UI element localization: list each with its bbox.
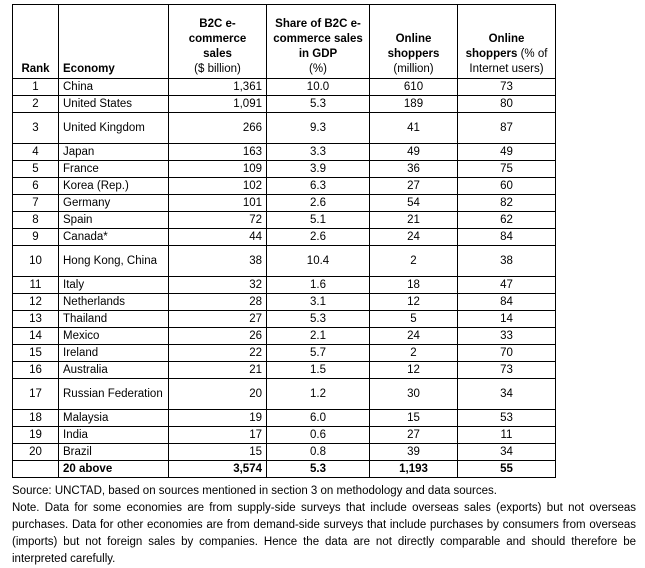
cell-share: 2.6	[267, 195, 370, 212]
table-row	[13, 294, 556, 311]
cell-shoppers: 2	[370, 246, 458, 277]
cell-rank: 11	[13, 277, 59, 294]
cell-shoppers: 12	[370, 294, 458, 311]
cell-rank: 1	[13, 79, 59, 96]
cell-sales: 32	[169, 277, 267, 294]
cell-pct: 73	[458, 362, 556, 379]
table-row	[13, 246, 556, 277]
header-row	[13, 5, 556, 79]
cell-share: 0.6	[267, 427, 370, 444]
cell-pct: 34	[458, 379, 556, 410]
cell-shoppers: 189	[370, 96, 458, 113]
table-row	[13, 444, 556, 461]
cell-economy: Korea (Rep.)	[59, 178, 169, 195]
cell-shoppers: 27	[370, 427, 458, 444]
cell-economy: Ireland	[59, 345, 169, 362]
cell-economy: Canada*	[59, 229, 169, 246]
cell-shoppers: 27	[370, 178, 458, 195]
source-note: Source: UNCTAD, based on sources mentioned in section 3 on methodology and data sources.	[12, 485, 497, 497]
cell-sales: 109	[169, 161, 267, 178]
cell-sales: 44	[169, 229, 267, 246]
total-economy: 20 above	[59, 461, 169, 478]
cell-share: 9.3	[267, 113, 370, 144]
total-shoppers: 1,193	[370, 461, 458, 478]
table-row	[13, 328, 556, 345]
notes	[12, 483, 636, 568]
cell-shoppers: 5	[370, 311, 458, 328]
cell-economy: France	[59, 161, 169, 178]
cell-pct: 73	[458, 79, 556, 96]
table-row	[13, 277, 556, 294]
cell-pct: 62	[458, 212, 556, 229]
table-row	[13, 311, 556, 328]
cell-share: 1.6	[267, 277, 370, 294]
cell-rank: 7	[13, 195, 59, 212]
cell-economy: China	[59, 79, 169, 96]
table-row	[13, 379, 556, 410]
cell-economy: Brazil	[59, 444, 169, 461]
cell-economy: Australia	[59, 362, 169, 379]
cell-share: 3.3	[267, 144, 370, 161]
cell-share: 6.0	[267, 410, 370, 427]
cell-pct: 53	[458, 410, 556, 427]
cell-shoppers: 36	[370, 161, 458, 178]
cell-economy: Russian Federation	[59, 379, 169, 410]
cell-share: 2.6	[267, 229, 370, 246]
cell-share: 1.5	[267, 362, 370, 379]
table-row	[13, 410, 556, 427]
cell-pct: 84	[458, 294, 556, 311]
header-sales-label: B2C e-commerce sales	[188, 18, 247, 60]
cell-share: 5.7	[267, 345, 370, 362]
table-row	[13, 178, 556, 195]
header-share-label: Share of B2C e-commerce sales in GDP	[273, 18, 363, 60]
header-share-unit: (%)	[309, 63, 327, 75]
cell-sales: 17	[169, 427, 267, 444]
cell-share: 6.3	[267, 178, 370, 195]
header-pct	[458, 5, 556, 79]
cell-sales: 266	[169, 113, 267, 144]
total-row	[13, 461, 556, 478]
cell-economy: United States	[59, 96, 169, 113]
methodology-note: Note. Data for some economies are from supply-side surveys that include overseas sales (exports) but not overseas purchases. Data for other economies are from demand-side surveys that include purchases by consumers from overseas (imports) but not foreign sales by companies. Hence the data are not directly comparable and should therefore be interpreted carefully.	[12, 502, 636, 565]
table-row	[13, 113, 556, 144]
table-row	[13, 195, 556, 212]
cell-pct: 33	[458, 328, 556, 345]
cell-sales: 27	[169, 311, 267, 328]
header-rank: Rank	[13, 5, 59, 79]
cell-economy: Spain	[59, 212, 169, 229]
cell-share: 0.8	[267, 444, 370, 461]
table-row	[13, 79, 556, 96]
cell-rank: 3	[13, 113, 59, 144]
cell-sales: 1,091	[169, 96, 267, 113]
cell-sales: 21	[169, 362, 267, 379]
ecommerce-table	[12, 4, 556, 478]
cell-rank: 18	[13, 410, 59, 427]
cell-pct: 34	[458, 444, 556, 461]
cell-share: 5.3	[267, 96, 370, 113]
cell-sales: 28	[169, 294, 267, 311]
cell-rank: 13	[13, 311, 59, 328]
cell-economy: Netherlands	[59, 294, 169, 311]
header-sales	[169, 5, 267, 79]
cell-shoppers: 41	[370, 113, 458, 144]
cell-share: 10.4	[267, 246, 370, 277]
cell-pct: 75	[458, 161, 556, 178]
cell-shoppers: 39	[370, 444, 458, 461]
cell-pct: 14	[458, 311, 556, 328]
cell-rank: 8	[13, 212, 59, 229]
header-economy: Economy	[59, 5, 169, 79]
cell-pct: 87	[458, 113, 556, 144]
cell-rank: 12	[13, 294, 59, 311]
table-row	[13, 345, 556, 362]
cell-pct: 84	[458, 229, 556, 246]
cell-pct: 70	[458, 345, 556, 362]
cell-shoppers: 21	[370, 212, 458, 229]
cell-shoppers: 49	[370, 144, 458, 161]
cell-pct: 38	[458, 246, 556, 277]
cell-rank: 2	[13, 96, 59, 113]
total-share: 5.3	[267, 461, 370, 478]
cell-share: 2.1	[267, 328, 370, 345]
table-row	[13, 362, 556, 379]
cell-economy: Thailand	[59, 311, 169, 328]
cell-rank: 10	[13, 246, 59, 277]
cell-pct: 49	[458, 144, 556, 161]
cell-rank: 20	[13, 444, 59, 461]
header-shoppers	[370, 5, 458, 79]
cell-economy: Hong Kong, China	[59, 246, 169, 277]
cell-sales: 1,361	[169, 79, 267, 96]
header-sales-unit: ($ billion)	[194, 63, 241, 75]
cell-pct: 82	[458, 195, 556, 212]
cell-shoppers: 15	[370, 410, 458, 427]
cell-sales: 26	[169, 328, 267, 345]
cell-shoppers: 2	[370, 345, 458, 362]
cell-share: 3.9	[267, 161, 370, 178]
cell-rank: 9	[13, 229, 59, 246]
cell-share: 5.3	[267, 311, 370, 328]
cell-sales: 102	[169, 178, 267, 195]
cell-sales: 19	[169, 410, 267, 427]
table-row	[13, 212, 556, 229]
table-row	[13, 96, 556, 113]
table-row	[13, 229, 556, 246]
cell-rank: 19	[13, 427, 59, 444]
cell-economy: Italy	[59, 277, 169, 294]
cell-sales: 20	[169, 379, 267, 410]
header-pct-unit: (% of Internet users)	[469, 48, 548, 75]
cell-shoppers: 610	[370, 79, 458, 96]
cell-rank: 15	[13, 345, 59, 362]
header-share	[267, 5, 370, 79]
cell-economy: United Kingdom	[59, 113, 169, 144]
header-shoppers-label: Online shoppers	[387, 33, 440, 60]
cell-sales: 15	[169, 444, 267, 461]
header-shoppers-unit: (million)	[393, 63, 434, 75]
cell-economy: Malaysia	[59, 410, 169, 427]
cell-shoppers: 24	[370, 328, 458, 345]
cell-rank: 14	[13, 328, 59, 345]
cell-rank: 5	[13, 161, 59, 178]
cell-shoppers: 54	[370, 195, 458, 212]
cell-sales: 22	[169, 345, 267, 362]
cell-economy: India	[59, 427, 169, 444]
cell-share: 1.2	[267, 379, 370, 410]
cell-pct: 80	[458, 96, 556, 113]
cell-sales: 38	[169, 246, 267, 277]
cell-pct: 11	[458, 427, 556, 444]
cell-economy: Mexico	[59, 328, 169, 345]
cell-rank: 17	[13, 379, 59, 410]
total-rank	[13, 461, 59, 478]
cell-share: 10.0	[267, 79, 370, 96]
cell-shoppers: 24	[370, 229, 458, 246]
cell-economy: Germany	[59, 195, 169, 212]
cell-sales: 72	[169, 212, 267, 229]
cell-rank: 4	[13, 144, 59, 161]
cell-sales: 101	[169, 195, 267, 212]
cell-rank: 6	[13, 178, 59, 195]
cell-pct: 47	[458, 277, 556, 294]
cell-share: 5.1	[267, 212, 370, 229]
cell-economy: Japan	[59, 144, 169, 161]
table-row	[13, 144, 556, 161]
cell-shoppers: 12	[370, 362, 458, 379]
table-row	[13, 427, 556, 444]
cell-shoppers: 18	[370, 277, 458, 294]
cell-sales: 163	[169, 144, 267, 161]
cell-shoppers: 30	[370, 379, 458, 410]
cell-rank: 16	[13, 362, 59, 379]
total-pct: 55	[458, 461, 556, 478]
cell-share: 3.1	[267, 294, 370, 311]
cell-pct: 60	[458, 178, 556, 195]
header-pct-label: Online shoppers	[465, 33, 525, 60]
table-body	[13, 79, 556, 478]
total-sales: 3,574	[169, 461, 267, 478]
table-row	[13, 161, 556, 178]
